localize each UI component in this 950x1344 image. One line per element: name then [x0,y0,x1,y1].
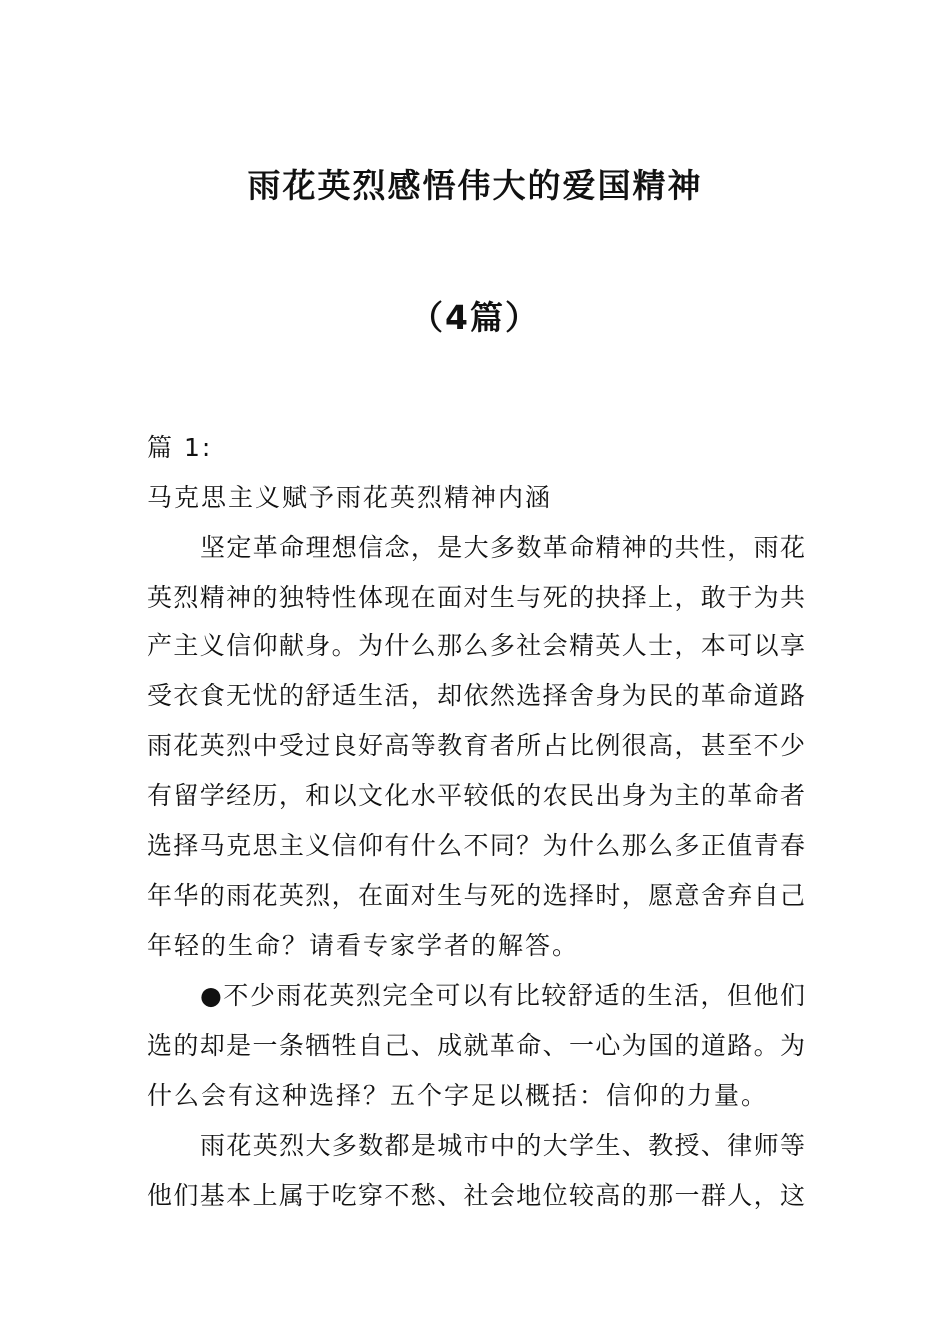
body-line: 选择马克思主义信仰有什么不同？为什么那么多正值青春 [147,831,805,860]
document-title: 雨花英烈感悟伟大的爱国精神 [247,166,703,205]
body-line: 他们基本上属于吃穿不愁、社会地位较高的那一群人，这 [147,1181,805,1210]
document-subtitle: （4篇） [410,298,540,337]
body-line: 有留学经历，和以文化水平较低的农民出身为主的革命者 [147,781,805,810]
section-heading: 马克思主义赋予雨花英烈精神内涵 [147,483,553,512]
body-line: 雨花英烈中受过良好高等教育者所占比例很高，甚至不少 [147,731,805,760]
body-line: 年轻的生命？请看专家学者的解答。 [147,931,580,960]
body-line: 雨花英烈大多数都是城市中的大学生、教授、律师等 [200,1131,805,1160]
body-line: 受衣食无忧的舒适生活，却依然选择舍身为民的革命道路 [147,681,805,710]
body-line: 什么会有这种选择？五个字足以概括：信仰的力量。 [147,1081,769,1110]
body-line: 英烈精神的独特性体现在面对生与死的抉择上，敢于为共 [147,583,805,612]
body-line: 坚定革命理想信念，是大多数革命精神的共性，雨花 [200,533,805,562]
section-label: 篇 1: [147,433,213,462]
body-line: ●不少雨花英烈完全可以有比较舒适的生活，但他们 [200,981,805,1010]
body-line: 年华的雨花英烈，在面对生与死的选择时，愿意舍弃自己 [147,881,805,910]
body-line: 选的却是一条牺牲自己、成就革命、一心为国的道路。为 [147,1031,805,1060]
body-line: 产主义信仰献身。为什么那么多社会精英人士，本可以享 [147,631,805,660]
